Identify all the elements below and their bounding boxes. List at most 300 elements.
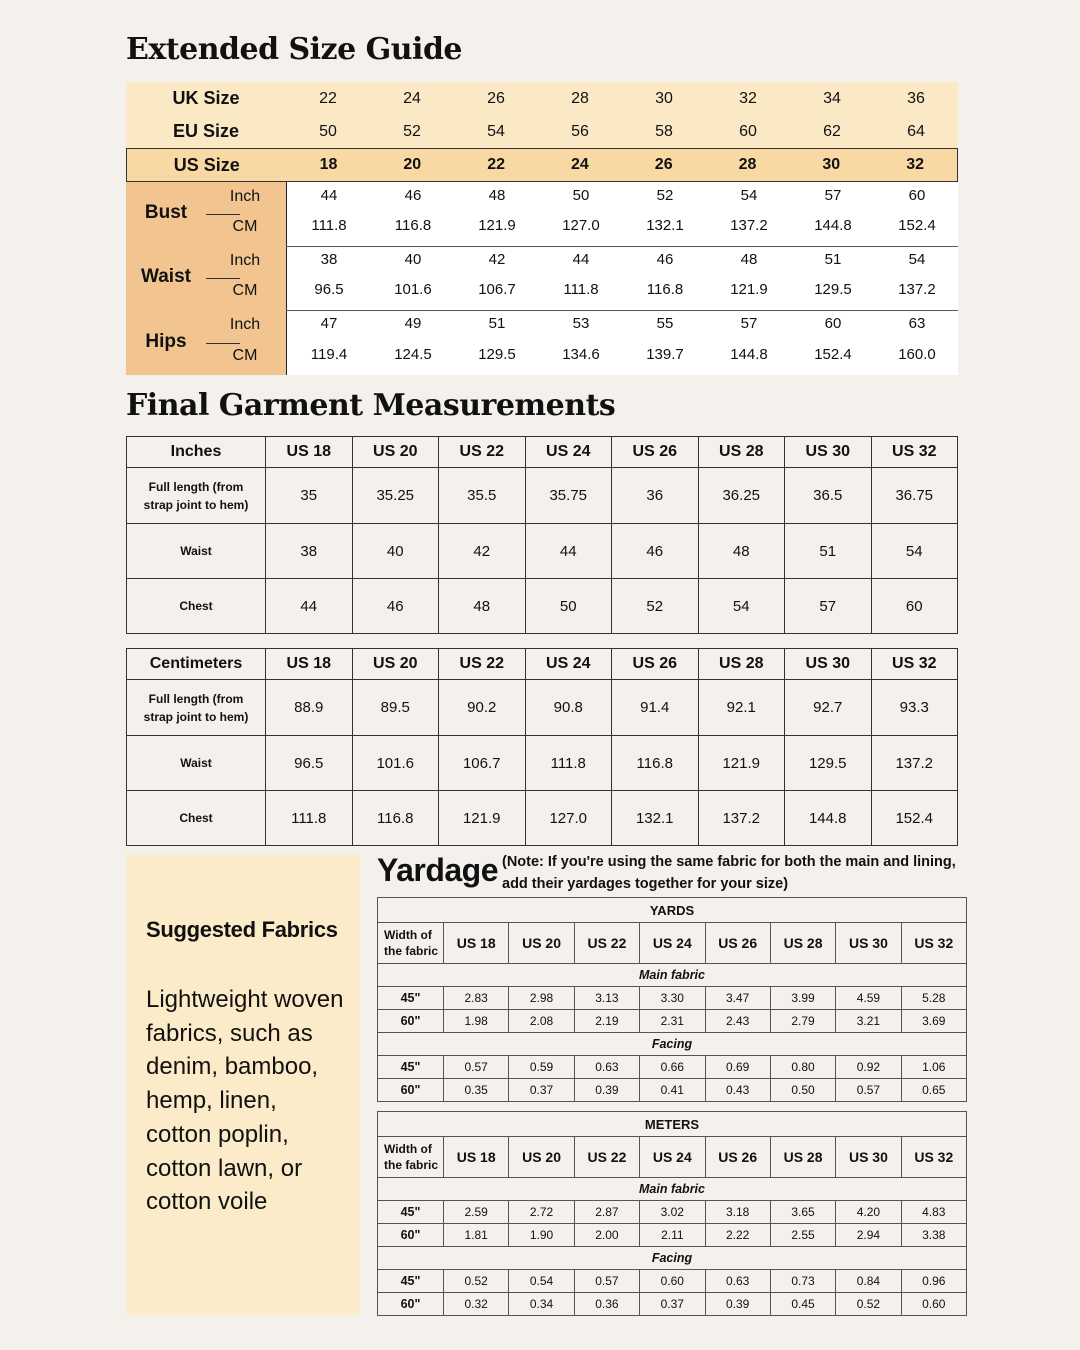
table-cell: 36.5 [785, 468, 872, 524]
table-cell: 116.8 [352, 791, 439, 846]
size-guide-title: Extended Size Guide [126, 32, 463, 67]
table-cell: 0.43 [705, 1079, 770, 1102]
yardage-note: (Note: If you're using the same fabric for both the main and lining, add their yardages together for your size) [502, 854, 956, 892]
table-cell: 3.47 [705, 987, 770, 1010]
uk-size-value: 32 [739, 89, 757, 107]
yardage-unit-caption: METERS [378, 1112, 967, 1137]
eu-size-value: 52 [403, 122, 421, 140]
waist-label: Waist [141, 266, 191, 287]
uk-size-value: 30 [655, 89, 673, 107]
bust-values [286, 182, 958, 246]
waist-cm-row [287, 281, 959, 298]
suggested-fabrics-text: Lightweight woven fabrics, such as denim, bamboo, hemp, linen, cotton poplin, cotton lawn, or cotton voile [146, 986, 344, 1216]
table-cell: 0.96 [901, 1270, 966, 1293]
us-size-value: 32 [906, 156, 924, 173]
table-cell: 90.8 [525, 680, 612, 736]
table-cell: 48 [439, 579, 526, 634]
yardage-yards-table [377, 897, 967, 1102]
fabric-width: 45" [378, 1201, 444, 1224]
hips-cm-value: 144.8 [730, 346, 768, 363]
suggested-fabrics-panel [126, 855, 360, 1315]
size-header: US 26 [705, 1137, 770, 1178]
waist-cm-value: 121.9 [730, 281, 768, 298]
uk-size-label: UK Size [172, 88, 240, 108]
size-header: US 18 [444, 923, 509, 964]
fabric-width: 60" [378, 1224, 444, 1247]
table-cell: 0.57 [444, 1056, 509, 1079]
uk-size-value: 28 [571, 89, 589, 107]
bust-cm-value: 152.4 [898, 217, 936, 234]
bust-cm-value: 111.8 [311, 217, 347, 234]
size-header: US 20 [352, 649, 439, 680]
fabric-width: 60" [378, 1293, 444, 1316]
table-cell: 88.9 [266, 680, 353, 736]
table-cell: 111.8 [525, 736, 612, 791]
us-size-value: 30 [822, 156, 841, 173]
table-cell: 1.81 [444, 1224, 509, 1247]
section-row [378, 1033, 967, 1056]
table-cell: 2.98 [509, 987, 574, 1010]
eu-size-row [126, 115, 958, 148]
table-row [127, 524, 958, 579]
table-cell: 0.84 [836, 1270, 901, 1293]
size-header: US 26 [612, 649, 699, 680]
fabric-width: 60" [378, 1010, 444, 1033]
table-cell: 93.3 [871, 680, 958, 736]
table-cell: 89.5 [352, 680, 439, 736]
table-cell: 50 [525, 579, 612, 634]
table-cell: 3.21 [836, 1010, 901, 1033]
size-header: US 20 [509, 1137, 574, 1178]
table-cell: 5.28 [901, 987, 966, 1010]
table-cell: 35.5 [439, 468, 526, 524]
table-cell: 2.59 [444, 1201, 509, 1224]
table-row [127, 680, 958, 736]
bust-inch-value: 46 [404, 187, 422, 204]
waist-cm-value: 129.5 [814, 281, 852, 298]
us-size-value: 20 [403, 156, 422, 173]
hips-cm-value: 160.0 [898, 346, 936, 363]
table-cell: 1.98 [444, 1010, 509, 1033]
row-label: Full length (from strap joint to hem) [127, 468, 266, 524]
row-separator [286, 246, 958, 247]
eu-size-value: 50 [319, 122, 337, 140]
size-header: US 22 [439, 437, 526, 468]
size-header: US 28 [770, 1137, 835, 1178]
hips-label-cell [126, 310, 286, 375]
table-cell: 0.39 [574, 1079, 639, 1102]
table-cell: 3.02 [640, 1201, 705, 1224]
table-cell: 2.55 [770, 1224, 835, 1247]
inch-label: Inch [229, 188, 261, 205]
uk-size-value: 26 [487, 89, 505, 107]
table-cell: 4.20 [836, 1201, 901, 1224]
size-header: US 30 [836, 1137, 901, 1178]
unit-divider [206, 343, 240, 344]
size-header: US 18 [266, 649, 353, 680]
us-size-value: 22 [487, 156, 505, 173]
uk-size-value: 36 [907, 89, 925, 107]
table-cell: 152.4 [871, 791, 958, 846]
garment-title: Final Garment Measurements [126, 388, 616, 423]
fabric-width: 60" [378, 1079, 444, 1102]
row-separator [286, 310, 958, 311]
table-row [378, 1270, 967, 1293]
garment-inches-table [126, 436, 958, 634]
table-cell: 57 [785, 579, 872, 634]
suggested-fabrics-title: Suggested Fabrics [146, 917, 338, 942]
table-row [378, 987, 967, 1010]
eu-size-value: 56 [571, 122, 589, 140]
bust-cm-value: 144.8 [814, 217, 852, 234]
table-cell: 0.50 [770, 1079, 835, 1102]
hips-inch-row [287, 315, 959, 332]
row-label: Chest [127, 791, 266, 846]
table-cell: 4.83 [901, 1201, 966, 1224]
size-header: US 24 [640, 923, 705, 964]
waist-cm-value: 116.8 [646, 281, 684, 298]
table-cell: 0.57 [836, 1079, 901, 1102]
waist-values [286, 246, 958, 310]
unit-divider [206, 278, 240, 279]
size-header: US 22 [574, 1137, 639, 1178]
size-header: US 20 [509, 923, 574, 964]
eu-size-value: 62 [823, 122, 841, 140]
us-size-value: 18 [319, 156, 338, 173]
table-row [127, 736, 958, 791]
size-header: US 26 [612, 437, 699, 468]
table-cell: 3.18 [705, 1201, 770, 1224]
eu-size-value: 54 [487, 122, 505, 140]
table-header-row [127, 437, 958, 468]
size-header: US 30 [785, 649, 872, 680]
table-cell: 44 [525, 524, 612, 579]
table-cell: 2.11 [640, 1224, 705, 1247]
table-cell: 132.1 [612, 791, 699, 846]
waist-inch-value: 42 [488, 251, 506, 268]
table-cell: 0.52 [836, 1293, 901, 1316]
hips-inch-value: 47 [320, 315, 338, 332]
table-cell: 51 [785, 524, 872, 579]
yardage-title: Yardage [377, 852, 499, 888]
table-cell: 0.37 [509, 1079, 574, 1102]
size-header: US 18 [266, 437, 353, 468]
section-label: Facing [378, 1033, 967, 1056]
eu-size-value: 60 [739, 122, 757, 140]
table-cell: 0.57 [574, 1270, 639, 1293]
table-row [127, 791, 958, 846]
us-size-label: US Size [173, 154, 240, 175]
hips-cm-value: 119.4 [310, 346, 348, 363]
table-cell: 52 [612, 579, 699, 634]
table-header-row [127, 649, 958, 680]
bust-inch-value: 48 [488, 187, 506, 204]
table-cell: 0.45 [770, 1293, 835, 1316]
bust-inch-value: 52 [656, 187, 674, 204]
uk-size-value: 22 [319, 89, 337, 107]
inch-label: Inch [229, 252, 261, 269]
table-cell: 92.1 [698, 680, 785, 736]
table-cell: 1.06 [901, 1056, 966, 1079]
waist-inch-value: 40 [404, 251, 422, 268]
table-cell: 0.36 [574, 1293, 639, 1316]
table-cell: 3.99 [770, 987, 835, 1010]
table-cell: 2.19 [574, 1010, 639, 1033]
us-size-value: 28 [738, 156, 757, 173]
waist-cm-value: 106.7 [478, 281, 516, 298]
eu-size-label: EU Size [172, 121, 240, 141]
hips-cm-value: 124.5 [394, 346, 432, 363]
hips-label: Hips [145, 330, 187, 352]
section-label: Facing [378, 1247, 967, 1270]
hips-inch-value: 60 [824, 315, 842, 332]
us-size-row [126, 148, 958, 182]
table-cell: 2.87 [574, 1201, 639, 1224]
hips-inch-value: 63 [908, 315, 926, 332]
fabric-width: 45" [378, 987, 444, 1010]
yardage-unit-caption: YARDS [378, 898, 967, 923]
section-label: Main fabric [378, 964, 967, 987]
row-label: Waist [127, 736, 266, 791]
bust-inch-value: 54 [740, 187, 758, 204]
waist-inch-value: 51 [824, 251, 842, 268]
hips-cm-row [287, 346, 959, 363]
hips-inch-value: 49 [404, 315, 422, 332]
hips-inch-value: 55 [656, 315, 674, 332]
waist-cm-value: 101.6 [394, 281, 432, 298]
hips-inch-value: 51 [488, 315, 506, 332]
uk-size-value: 34 [823, 89, 841, 107]
table-row [378, 1224, 967, 1247]
waist-label-cell [126, 246, 286, 310]
bust-cm-value: 137.2 [730, 217, 768, 234]
table-cell: 0.35 [444, 1079, 509, 1102]
size-header: US 28 [770, 923, 835, 964]
waist-cm-value: 96.5 [314, 281, 344, 298]
waist-inch-value: 54 [908, 251, 926, 268]
table-cell: 35.75 [525, 468, 612, 524]
us-size-value: 26 [654, 156, 673, 173]
table-cell: 35.25 [352, 468, 439, 524]
table-cell: 90.2 [439, 680, 526, 736]
bust-inch-value: 60 [908, 187, 926, 204]
table-cell: 1.90 [509, 1224, 574, 1247]
waist-cm-value: 137.2 [898, 281, 936, 298]
table-cell: 54 [698, 579, 785, 634]
table-cell: 0.59 [509, 1056, 574, 1079]
inch-label: Inch [229, 316, 261, 333]
table-cell: 0.41 [640, 1079, 705, 1102]
table-row [378, 1293, 967, 1316]
cm-label: CM [232, 347, 258, 364]
table-cell: 0.60 [901, 1293, 966, 1316]
hips-cm-value: 129.5 [478, 346, 516, 363]
size-header: US 24 [525, 437, 612, 468]
size-header: US 22 [574, 923, 639, 964]
bust-inch-value: 57 [824, 187, 842, 204]
table-row [127, 468, 958, 524]
table-cell: 4.59 [836, 987, 901, 1010]
width-header: Width of the fabric [378, 923, 444, 964]
bust-cm-value: 127.0 [562, 217, 600, 234]
size-header: US 28 [698, 649, 785, 680]
table-header-row [378, 1137, 967, 1178]
unit-header: Inches [127, 437, 266, 468]
bust-label: Bust [144, 202, 188, 223]
fabric-width: 45" [378, 1270, 444, 1293]
size-header: US 20 [352, 437, 439, 468]
table-cell: 2.79 [770, 1010, 835, 1033]
table-cell: 44 [266, 579, 353, 634]
table-cell: 42 [439, 524, 526, 579]
size-header: US 30 [836, 923, 901, 964]
table-cell: 127.0 [525, 791, 612, 846]
table-cell: 0.73 [770, 1270, 835, 1293]
table-row [378, 1201, 967, 1224]
section-row [378, 964, 967, 987]
table-cell: 137.2 [871, 736, 958, 791]
size-header: US 22 [439, 649, 526, 680]
size-guide-table [126, 82, 958, 377]
table-header-row [378, 923, 967, 964]
table-cell: 2.94 [836, 1224, 901, 1247]
caption-row [378, 898, 967, 923]
table-cell: 40 [352, 524, 439, 579]
table-cell: 121.9 [698, 736, 785, 791]
table-cell: 3.13 [574, 987, 639, 1010]
table-cell: 2.31 [640, 1010, 705, 1033]
hips-cm-value: 139.7 [646, 346, 684, 363]
bust-cm-value: 116.8 [394, 217, 432, 234]
hips-inch-value: 57 [740, 315, 758, 332]
table-cell: 3.38 [901, 1224, 966, 1247]
table-row [378, 1056, 967, 1079]
size-header: US 32 [901, 1137, 966, 1178]
section-row [378, 1247, 967, 1270]
table-cell: 144.8 [785, 791, 872, 846]
size-header: US 32 [901, 923, 966, 964]
table-cell: 2.43 [705, 1010, 770, 1033]
table-cell: 36.25 [698, 468, 785, 524]
table-cell: 0.69 [705, 1056, 770, 1079]
table-cell: 2.83 [444, 987, 509, 1010]
table-cell: 3.69 [901, 1010, 966, 1033]
waist-inch-value: 46 [656, 251, 674, 268]
row-label: Waist [127, 524, 266, 579]
hips-cm-value: 134.6 [562, 346, 600, 363]
eu-size-value: 58 [655, 122, 673, 140]
table-cell: 91.4 [612, 680, 699, 736]
eu-size-value: 64 [907, 122, 925, 140]
table-cell: 36 [612, 468, 699, 524]
table-cell: 0.37 [640, 1293, 705, 1316]
table-cell: 0.63 [574, 1056, 639, 1079]
bust-inch-value: 50 [572, 187, 590, 204]
bust-cm-value: 121.9 [478, 217, 516, 234]
table-cell: 48 [698, 524, 785, 579]
table-cell: 60 [871, 579, 958, 634]
waist-inch-row [287, 251, 959, 268]
table-cell: 2.22 [705, 1224, 770, 1247]
us-size-value: 24 [571, 156, 589, 173]
waist-inch-value: 38 [320, 251, 338, 268]
table-cell: 96.5 [266, 736, 353, 791]
size-header: US 18 [444, 1137, 509, 1178]
hips-cm-value: 152.4 [814, 346, 852, 363]
hips-inch-value: 53 [572, 315, 590, 332]
table-cell: 0.92 [836, 1056, 901, 1079]
table-cell: 0.54 [509, 1270, 574, 1293]
table-cell: 101.6 [352, 736, 439, 791]
table-cell: 46 [612, 524, 699, 579]
table-cell: 0.60 [640, 1270, 705, 1293]
table-cell: 0.39 [705, 1293, 770, 1316]
yardage-meters-table [377, 1111, 967, 1316]
table-cell: 0.34 [509, 1293, 574, 1316]
table-cell: 137.2 [698, 791, 785, 846]
waist-inch-value: 44 [572, 251, 590, 268]
garment-cm-table [126, 648, 958, 846]
table-cell: 3.65 [770, 1201, 835, 1224]
bust-label-cell [126, 182, 286, 246]
width-header: Width of the fabric [378, 1137, 444, 1178]
table-row [378, 1079, 967, 1102]
size-header: US 30 [785, 437, 872, 468]
table-cell: 121.9 [439, 791, 526, 846]
table-row [378, 1010, 967, 1033]
table-cell: 2.72 [509, 1201, 574, 1224]
size-header: US 32 [871, 649, 958, 680]
bust-inch-value: 44 [320, 187, 338, 204]
row-label: Chest [127, 579, 266, 634]
waist-inch-value: 48 [740, 251, 758, 268]
table-cell: 106.7 [439, 736, 526, 791]
caption-row [378, 1112, 967, 1137]
uk-size-row [126, 82, 958, 115]
table-cell: 36.75 [871, 468, 958, 524]
unit-divider [206, 214, 240, 215]
table-cell: 2.00 [574, 1224, 639, 1247]
cm-label: CM [232, 282, 258, 299]
table-cell: 0.65 [901, 1079, 966, 1102]
bust-cm-value: 132.1 [646, 217, 684, 234]
waist-cm-value: 111.8 [563, 281, 599, 298]
table-cell: 3.30 [640, 987, 705, 1010]
size-header: US 32 [871, 437, 958, 468]
table-cell: 2.08 [509, 1010, 574, 1033]
table-cell: 116.8 [612, 736, 699, 791]
size-header: US 24 [640, 1137, 705, 1178]
table-cell: 35 [266, 468, 353, 524]
section-row [378, 1178, 967, 1201]
bust-inch-row [287, 187, 959, 204]
size-header: US 24 [525, 649, 612, 680]
table-cell: 0.63 [705, 1270, 770, 1293]
size-header: US 28 [698, 437, 785, 468]
table-cell: 54 [871, 524, 958, 579]
table-cell: 0.52 [444, 1270, 509, 1293]
bust-cm-row [287, 217, 959, 234]
table-cell: 0.80 [770, 1056, 835, 1079]
table-cell: 129.5 [785, 736, 872, 791]
hips-values [286, 310, 958, 375]
size-header: US 26 [705, 923, 770, 964]
table-cell: 0.32 [444, 1293, 509, 1316]
table-row [127, 579, 958, 634]
fabric-width: 45" [378, 1056, 444, 1079]
unit-header: Centimeters [127, 649, 266, 680]
table-cell: 38 [266, 524, 353, 579]
